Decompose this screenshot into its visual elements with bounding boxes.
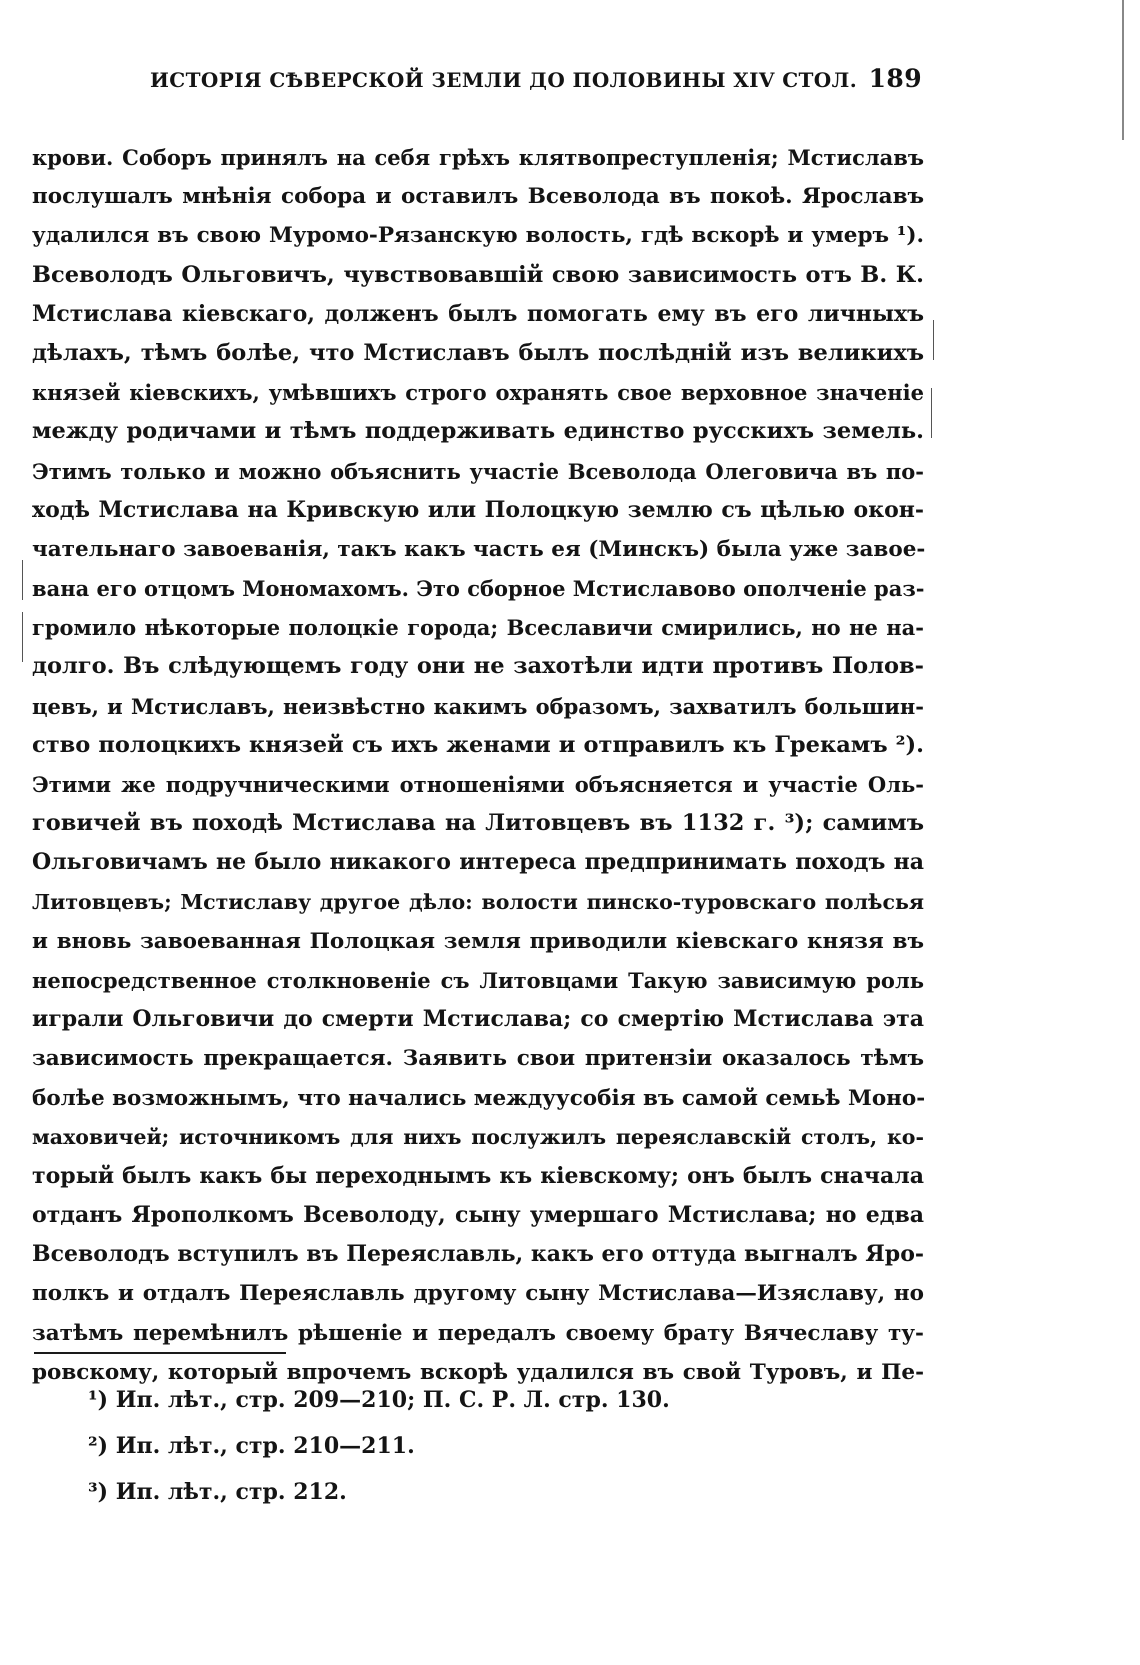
footnote-text: Ип. лѣт., стр. 209—210; П. С. Р. Л. стр. 130. xyxy=(108,1387,670,1413)
text-line: Литовцевъ; Мстиславу другое дѣло: волости пинско-туровскаго полѣсья xyxy=(32,889,924,914)
text-line: долго. Въ слѣдующемъ году они не захотѣли идти противъ Полов- xyxy=(32,653,924,680)
footnote-mark: ¹) xyxy=(88,1387,109,1413)
text-line: Этими же подручническими отношеніями объясняется и участіе Оль- xyxy=(32,772,924,797)
text-line: и вновь завоеванная Полоцкая земля приводили кіевскаго князя въ xyxy=(32,928,924,954)
page-number: 189 xyxy=(868,64,922,93)
text-line: маховичей; источникомъ для нихъ послужилъ переяславскій столъ, ко- xyxy=(32,1124,924,1149)
footnotes xyxy=(88,1377,670,1515)
text-line: торый былъ какъ бы переходнымъ къ кіевскому; онъ былъ сначала xyxy=(32,1162,924,1189)
text-line: удалился въ свою Муромо-Рязанскую волость, гдѣ вскорѣ и умеръ ¹). xyxy=(32,223,924,249)
footnote-text: Ип. лѣт., стр. 210—211. xyxy=(108,1433,415,1459)
text-line: дѣлахъ, тѣмъ болѣе, что Мстиславъ былъ послѣдній изъ великихъ xyxy=(32,339,924,366)
text-line: вана его отцомъ Мономахомъ. Это сборное Мстиславово ополченіе раз- xyxy=(32,576,925,602)
text-line: Всеволодъ Ольговичъ, чувствовавшій свою зависимость отъ В. К. xyxy=(32,261,924,288)
text-line: между родичами и тѣмъ поддерживать единство русскихъ земель. xyxy=(32,418,924,445)
text-line: громило нѣкоторые полоцкіе города; Всеславичи смирились, но не на- xyxy=(32,615,924,641)
text-line: болѣе возможнымъ, что начались междуусобія въ самой семьѣ Моно- xyxy=(32,1085,926,1111)
text-line: Этимъ только и можно объяснить участіе Всеволода Олеговича въ по- xyxy=(32,458,924,484)
text-line: затѣмъ перемѣнилъ рѣшеніе и передалъ своему брату Вячеславу ту- xyxy=(32,1320,924,1346)
text-line: крови. Соборъ принялъ на себя грѣхъ клятвопреступленія; Мстиславъ xyxy=(32,145,924,170)
margin-mark xyxy=(22,612,23,662)
margin-mark xyxy=(22,560,23,600)
body-text xyxy=(32,138,924,1392)
footnote-text: Ип. лѣт., стр. 212. xyxy=(108,1479,347,1505)
text-line: цевъ, и Мстиславъ, неизвѣстно какимъ образомъ, захватилъ большин- xyxy=(32,693,924,719)
text-line: непосредственное столкновеніе съ Литовцами Такую зависимую роль xyxy=(32,967,924,993)
text-line: чательнаго завоеванія, такъ какъ часть ея (Минскъ) была уже завое- xyxy=(32,536,926,562)
footnote xyxy=(88,1377,670,1423)
margin-mark xyxy=(933,320,934,360)
margin-mark xyxy=(931,388,932,438)
text-line: Ольговичамъ не было никакого интереса предпринимать походъ на xyxy=(32,849,924,876)
text-line: Мстислава кіевскаго, долженъ былъ помогать ему въ его личныхъ xyxy=(32,300,924,327)
page-edge-line xyxy=(1122,0,1124,140)
text-line: играли Ольговичи до смерти Мстислава; со смертію Мстислава эта xyxy=(32,1006,924,1033)
footnote xyxy=(88,1423,670,1469)
footnote-rule xyxy=(34,1352,286,1354)
text-line: ровскому, который впрочемъ вскорѣ удалился въ свой Туровъ, и Пе- xyxy=(32,1359,924,1385)
footnote xyxy=(88,1469,670,1515)
footnote-mark: ³) xyxy=(88,1479,109,1505)
text-line: ходѣ Мстислава на Кривскую или Полоцкую землю съ цѣлью окон- xyxy=(32,496,924,523)
text-line: говичей въ походѣ Мстислава на Литовцевъ въ 1132 г. ³); самимъ xyxy=(32,810,924,837)
text-line: Всеволодъ вступилъ въ Переяславль, какъ его оттуда выгналъ Яро- xyxy=(32,1241,924,1268)
text-line: полкъ и отдалъ Переяславль другому сыну Мстислава—Изяславу, но xyxy=(32,1281,924,1307)
text-line: зависимость прекращается. Заявить свои притензіи оказалось тѣмъ xyxy=(32,1046,924,1072)
text-line: князей кіевскихъ, умѣвшихъ строго охранять свое верховное значеніе xyxy=(32,380,924,406)
text-line: ство полоцкихъ князей съ ихъ женами и отправилъ къ Грекамъ ²). xyxy=(32,731,924,758)
footnote-mark: ²) xyxy=(88,1433,109,1459)
text-line: отданъ Ярополкомъ Всеволоду, сыну умершаго Мстислава; но едва xyxy=(32,1202,924,1229)
running-title: ИСТОРІЯ СѢВЕРСКОЙ ЗЕМЛИ ДО ПОЛОВИНЫ XIV СТОЛ. xyxy=(150,68,858,92)
text-line: послушалъ мнѣнія собора и оставилъ Всеволода въ покоѣ. Ярославъ xyxy=(32,184,924,210)
